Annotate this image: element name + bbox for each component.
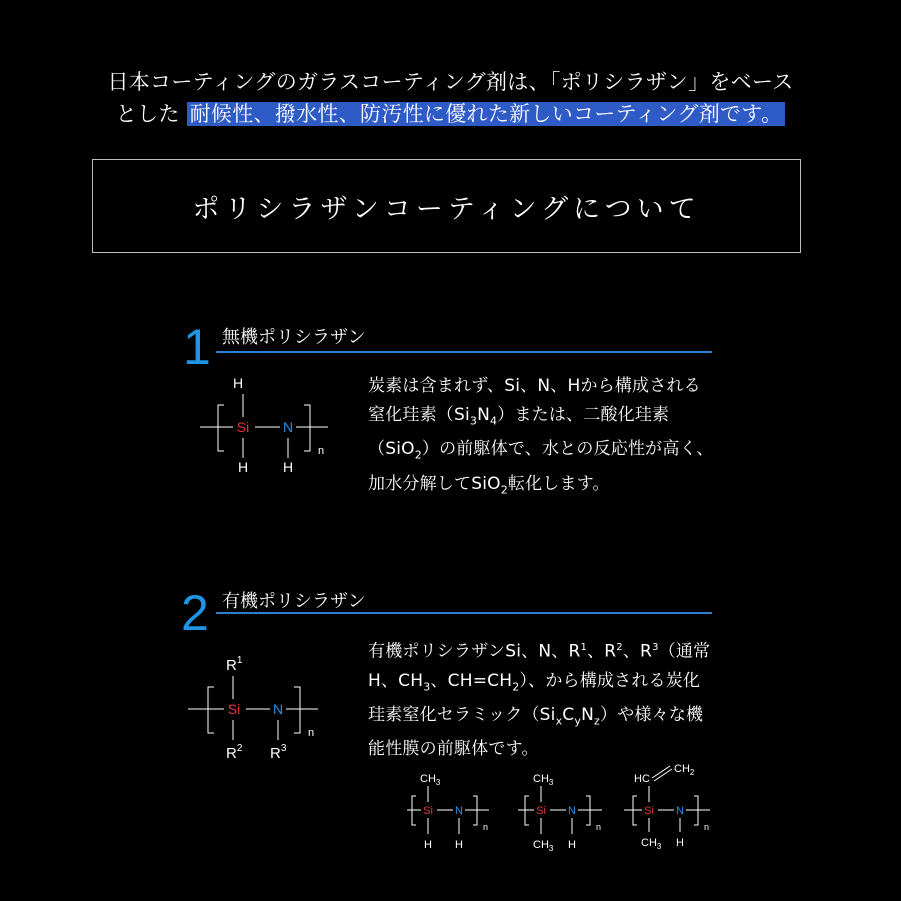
section-2-number: 2 [181,585,209,641]
formula-si: Si [236,419,250,435]
section-2-heading: 有機ポリシラザン [222,591,366,612]
s2-desc-line-2: H、$CH_3$、$CH=CH_2$）、から構成される炭化 [368,670,701,694]
svg-text:R1: $R^1$ [226,655,243,674]
s1-desc-line-3: （SiO$_2$）の前駆体で、水との反応性が高く、 [368,439,714,462]
section-1-number: 1 [183,319,211,375]
svg-text:CH3: $CH_3$ [641,837,662,851]
svg-text:N: N [676,805,684,817]
svg-text:N: N [455,805,463,817]
section-title: ポリシラザンコーティングについて [192,193,701,225]
inorganic-polysilazane-formula [200,372,340,475]
formula-subscript-n: n [318,445,325,457]
intro-line-2 [0,98,901,130]
section-2-underline [216,612,712,614]
s1-desc-line-1: 炭素は含まれず、Si、N、Hから構成される [368,376,701,396]
example-formula-3 [612,756,722,851]
formula2-n: N [272,701,284,717]
formula-h-bottom-1: H [237,459,249,475]
svg-text:H: H [455,839,463,851]
svg-text:Si: Si [536,805,546,817]
intro-text [0,66,901,130]
svg-text:CH3: $CH_3$ [533,773,554,787]
example-formula-2 [506,762,606,852]
section-1-underline [216,351,712,353]
formula2-si: Si [227,701,241,717]
svg-text:Si: Si [644,805,654,817]
svg-text:CH3: $CH_3$ [420,773,441,787]
svg-text:H: H [424,839,432,851]
svg-text:Si: Si [423,805,433,817]
example-formula-1 [395,762,495,852]
s2-desc-line-4: 能性膜の前駆体です。 [368,739,539,760]
intro-line-2-plain: とした [115,102,180,126]
svg-text:n: n [483,822,489,832]
formula-h-bottom-2: H [282,459,294,475]
section-title-box [92,159,801,253]
section-2-description [368,633,710,764]
svg-text:H: H [676,837,684,849]
intro-highlight: 耐候性、撥水性、防汚性に優れた新しいコーティング剤です。 [187,102,786,126]
svg-text:CH3: $CH_3$ [533,839,554,853]
section-1-heading: 無機ポリシラザン [222,327,366,348]
s2-desc-line-3: 珪素窒化セラミック$(Si_xC_yN_z)$や様々な機 [368,705,704,728]
formula-h-top: H [232,375,244,391]
svg-text:R2: $R^2$ [226,743,243,762]
organic-polysilazane-formula [188,652,328,762]
svg-text:CH2: $CH_2$ [674,763,695,777]
intro-line-1: 日本コーティングのガラスコーティング剤は、「ポリシラザン」をベース [107,70,794,94]
formula2-subscript-n: n [308,727,315,739]
formula-n: N [282,419,294,435]
svg-text:HC: HC [634,773,650,785]
svg-text:R3: $R^3$ [270,743,287,762]
svg-text:n: n [596,822,602,832]
s2-desc-line-1: 有機ポリシラザンSi、N、$R^1$、$R^2$、$R^3$（通常 [368,641,711,662]
s1-desc-line-4: 加水分解してSiO$_2$転化します。 [368,473,610,497]
svg-text:H: H [568,839,576,851]
svg-text:n: n [704,822,710,832]
section-1-description [368,372,714,504]
svg-text:N: N [568,805,576,817]
s1-desc-line-2: 窒化珪素$(Si_3N_4)$または、二酸化珪素 [368,405,670,428]
